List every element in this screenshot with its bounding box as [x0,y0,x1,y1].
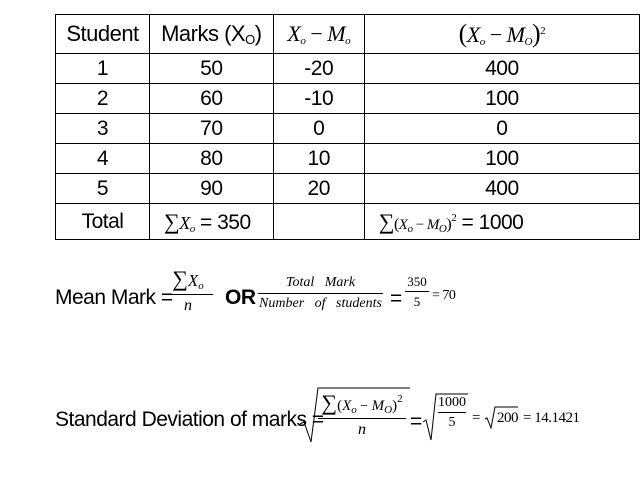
table-header-row [56,15,640,54]
marks-table [55,14,640,240]
sd-result: = 14.1421 [523,410,580,426]
table-total-row [56,204,640,240]
header-marks: Marks $(X_O)$ [150,15,274,54]
total-marks: $\sum X_o = 350$ [150,204,274,240]
cell-deviation: 20 [273,174,364,204]
cell-marks: 50 [150,54,274,84]
cell-deviation: -10 [273,84,364,114]
cell-squared: 100 [364,144,639,174]
total-squared: $\sum(X_o - M_O)^2 = 1000$ [364,204,639,240]
header-deviation: $X_o - M_o$ [273,15,364,54]
cell-student: 1 [56,54,150,84]
sd-equals: = [410,410,422,433]
sd-fraction-values: 1000 5 [438,395,466,430]
header-squared-deviation: $(X_o - M_O)^2$ [364,15,639,54]
sd-root-value: 200 [497,410,518,426]
mean-fraction-words: Total Mark Number of students [259,275,382,311]
cell-student: 4 [56,144,150,174]
table-row [56,84,640,114]
mean-fraction-sum: $\sum X_o$ n [163,266,213,315]
cell-student: 2 [56,84,150,114]
cell-deviation: -20 [273,54,364,84]
cell-deviation: 0 [273,114,364,144]
table-row [56,174,640,204]
header-student: Student [56,15,150,54]
cell-marks: 70 [150,114,274,144]
total-deviation-empty [273,204,364,240]
sd-equals-2: = [472,410,480,426]
cell-student: 5 [56,174,150,204]
sd-fraction-formula: $\sum(X_o - M_O)^2$ n [318,390,406,439]
mean-result: = 70 [432,288,456,303]
table-row [56,144,640,174]
cell-squared: 100 [364,84,639,114]
mean-fraction-values: 350 5 [405,274,429,310]
cell-marks: 90 [150,174,274,204]
cell-student: 3 [56,114,150,144]
mean-equals: = [390,287,402,310]
total-label: Total [56,204,150,240]
or-label: OR [225,286,256,309]
cell-marks: 80 [150,144,274,174]
cell-squared: 400 [364,174,639,204]
table-row [56,54,640,84]
cell-squared: 400 [364,54,639,84]
sd-label: Standard Deviation of marks = [55,408,324,431]
cell-squared: 0 [364,114,639,144]
cell-deviation: 10 [273,144,364,174]
mean-label: Mean Mark = [55,286,173,309]
table-row [56,114,640,144]
cell-marks: 60 [150,84,274,114]
